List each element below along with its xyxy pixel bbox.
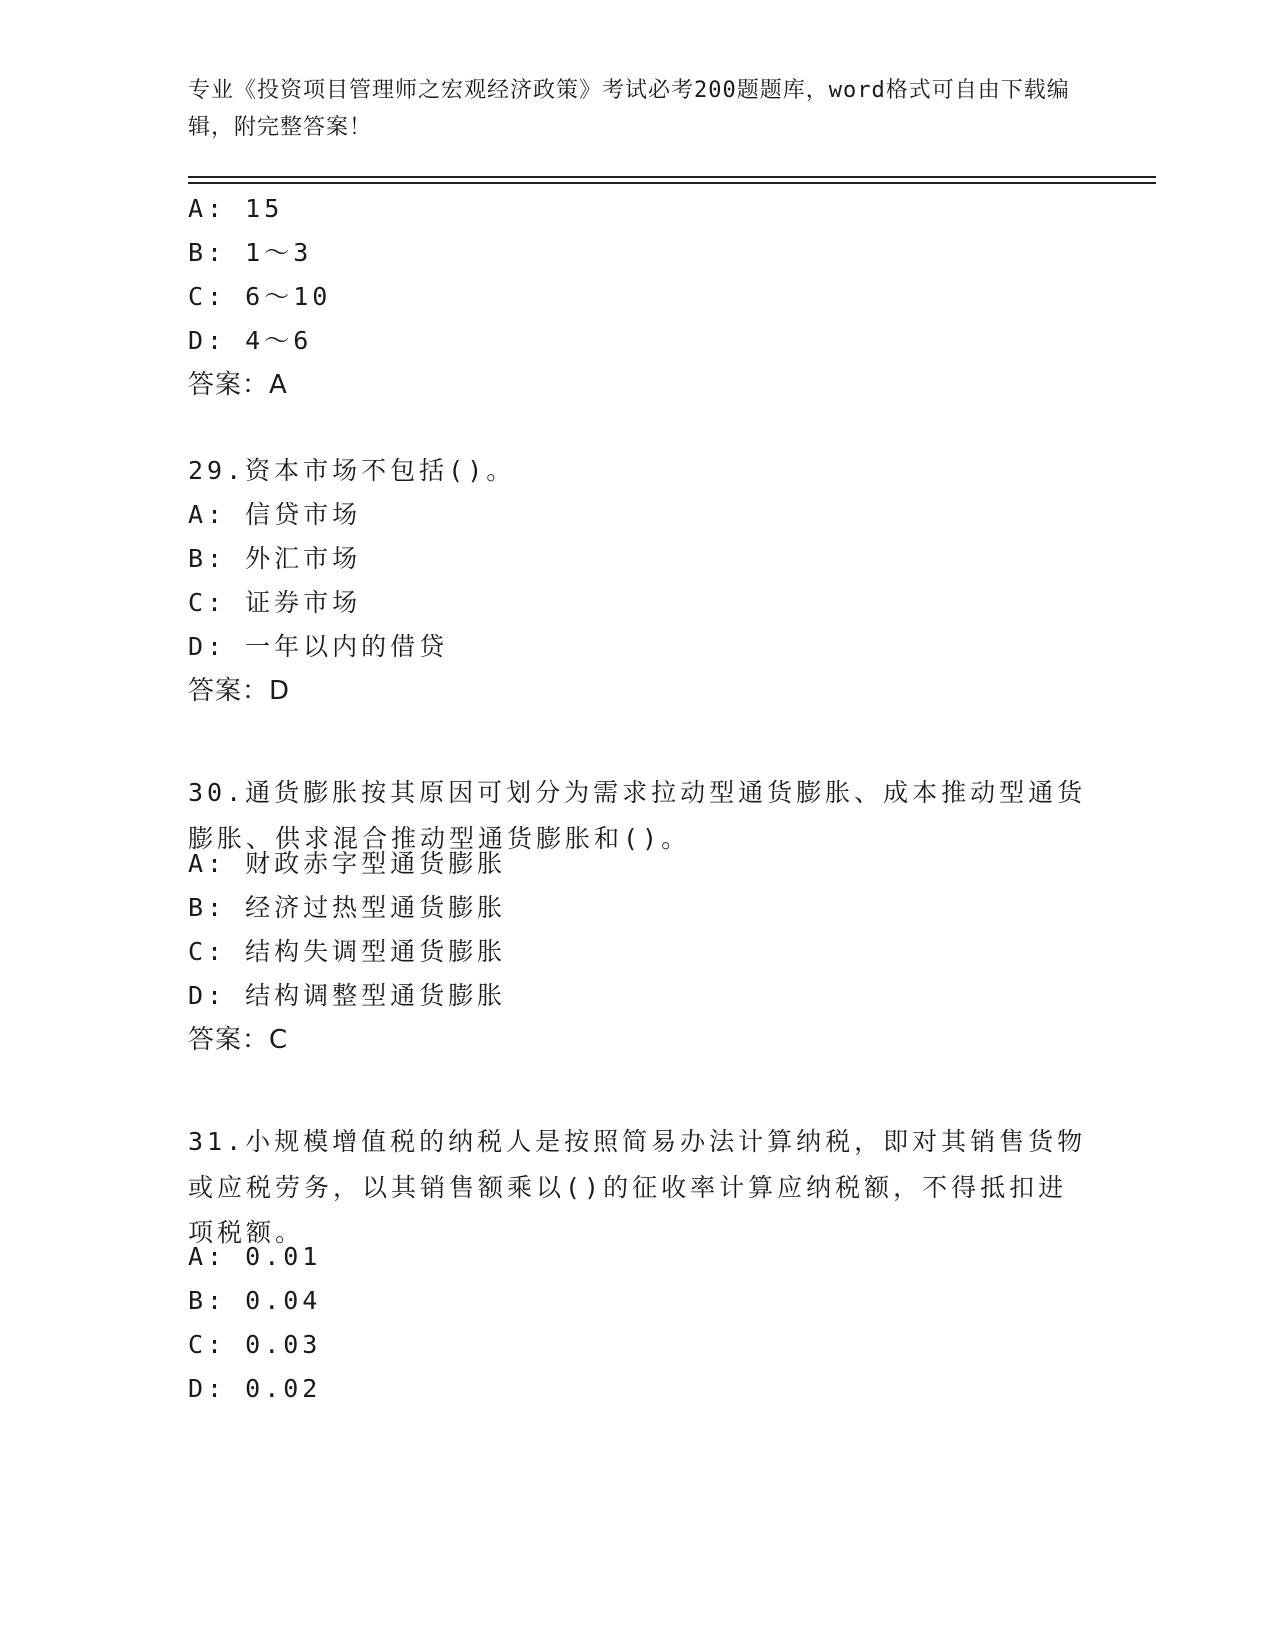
q30-answer: 答案：C	[188, 1025, 289, 1055]
q28-option-c: C: 6～10	[188, 282, 332, 311]
q29-option-a: A: 信贷市场	[188, 500, 362, 529]
q30-option-b: B: 经济过热型通货膨胀	[188, 893, 507, 922]
q28-option-d: D: 4～6	[188, 326, 313, 355]
q31-option-c: C: 0.03	[188, 1330, 322, 1359]
q31-option-d: D: 0.02	[188, 1374, 322, 1403]
q30-option-a: A: 财政赤字型通货膨胀	[188, 849, 507, 878]
q29-option-b: B: 外汇市场	[188, 544, 362, 573]
q30-option-c: C: 结构失调型通货膨胀	[188, 937, 507, 966]
q31-stem: 31.小规模增值税的纳税人是按照简易办法计算纳税，即对其销售货物或应税劳务，以其销售额乘以()的征收率计算应纳税额，不得抵扣进项税额。	[188, 1127, 1087, 1247]
q31-option-b: B: 0.04	[188, 1286, 322, 1315]
q29-answer: 答案：D	[188, 676, 291, 706]
q28-answer: 答案：A	[188, 370, 288, 400]
q28-option-b: B: 1～3	[188, 238, 313, 267]
q29-option-d: D: 一年以内的借贷	[188, 632, 449, 661]
q28-option-a: A: 15	[188, 194, 284, 223]
q29-option-c: C: 证券市场	[188, 588, 362, 617]
q30-option-d: D: 结构调整型通货膨胀	[188, 981, 507, 1010]
document-header: 专业《投资项目管理师之宏观经济政策》考试必考200题题库，word格式可自由下载编辑，附完整答案！	[188, 78, 1070, 140]
header-rule-top	[188, 176, 1156, 178]
q30-stem: 30.通货膨胀按其原因可划分为需求拉动型通货膨胀、成本推动型通货膨胀、供求混合推动型通货膨胀和()。	[188, 778, 1087, 853]
header-rule-bottom	[188, 182, 1156, 184]
q29-stem: 29.资本市场不包括()。	[188, 456, 516, 485]
q31-option-a: A: 0.01	[188, 1242, 322, 1271]
